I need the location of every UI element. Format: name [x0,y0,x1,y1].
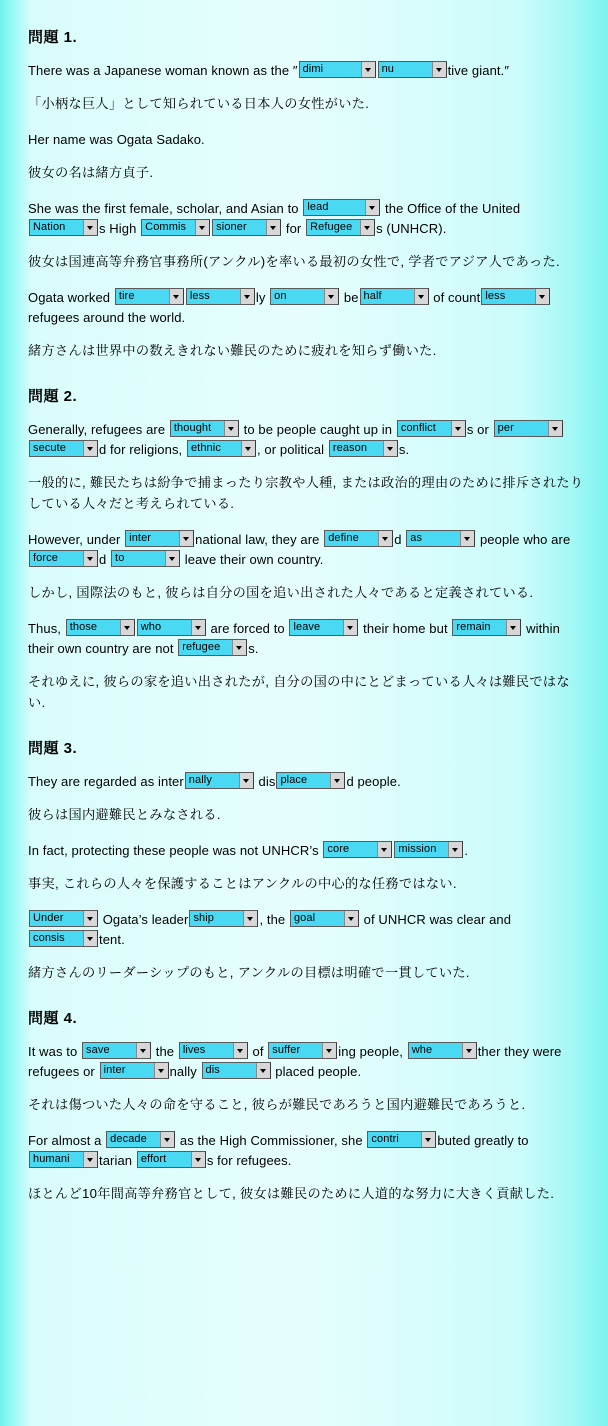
japanese-translation: 緒方さんのリーダーシップのもと, アンクルの目標は明確で一貫していた. [28,965,470,980]
answer-select[interactable] [106,1131,175,1148]
english-sentence [28,1042,584,1082]
answer-select-value: Commis [145,221,187,233]
answer-select[interactable] [306,219,375,236]
sentence-text: the [152,1044,178,1059]
english-sentence [28,288,584,328]
sentence-text: dis [254,774,276,789]
english-sentence [28,619,584,659]
answer-select-value: leave [293,621,321,633]
answer-select[interactable] [270,288,339,305]
answer-select[interactable] [187,440,256,457]
answer-select-value: conflict [400,422,436,434]
sentence-text: ly [255,290,270,305]
sentence-text: Thus, [28,621,65,636]
answer-select[interactable] [189,910,258,927]
answer-select[interactable] [115,288,184,305]
answer-select-value: who [140,621,162,633]
question-heading: 問題 2. [28,388,78,405]
sentence-text: of UNHCR was clear and [359,912,512,927]
answer-select-value: as [410,532,423,544]
answer-select-value: reason [332,442,368,454]
sentence-block [28,199,584,272]
answer-select[interactable] [100,1062,169,1079]
sentence-text: as the High Commissioner, she [176,1133,367,1148]
answer-select-value: half [363,290,382,302]
sentence-text: the Office of the United [381,201,521,216]
answer-select-value: place [280,774,308,786]
sentence-text: Ogata worked [28,290,114,305]
japanese-translation: ほとんど10年間高等弁務官として, 彼女は難民のために人道的な努力に大きく貢献した. [28,1186,555,1201]
answer-select-value: dis [205,1064,220,1076]
sentence-text: , the [259,912,289,927]
sentence-block [28,1131,584,1204]
answer-select[interactable] [29,930,98,947]
answer-select[interactable] [29,219,98,236]
answer-select-value: decade [110,1133,147,1145]
answer-select[interactable] [185,772,254,789]
sentence-text: be [340,290,359,305]
answer-select[interactable] [324,530,393,547]
sentence-text: s. [398,442,410,457]
question-heading: 問題 1. [28,29,78,46]
sentence-text: d [394,532,406,547]
sentence-text: to be people caught up in [239,422,396,437]
english-sentence [28,130,584,150]
sentence-text: d for religions, [99,442,186,457]
sentence-text: For almost a [28,1133,106,1148]
answer-select[interactable] [494,420,563,437]
answer-select[interactable] [323,841,392,858]
sentence-text: refugees around the world. [28,310,186,325]
sentence-block [28,420,584,514]
answer-select-value: consis [33,932,65,944]
answer-select[interactable] [141,219,210,236]
answer-select[interactable] [329,440,398,457]
answer-select[interactable] [406,530,475,547]
answer-select-value: less [485,290,506,302]
english-sentence [28,420,584,460]
answer-select-value: inter [129,532,152,544]
answer-select[interactable] [29,550,98,567]
answer-select-value: nally [188,774,212,786]
worksheet-content [28,0,584,1220]
answer-select-value: goal [293,912,316,924]
answer-select[interactable] [299,61,376,78]
answer-select-value: mission [398,843,437,855]
sentence-text: . [464,843,469,858]
sentence-text: tarian [99,1153,136,1168]
answer-select-value: whe [411,1044,433,1056]
answer-select[interactable] [137,1151,206,1168]
answer-select-value: sioner [216,221,247,233]
sentence-text: Generally, refugees are [28,422,169,437]
sentence-block [28,530,584,603]
sentence-text: of count [429,290,481,305]
sentence-text: buted greatly to [437,1133,529,1148]
answer-select[interactable] [137,619,206,636]
japanese-translation: 彼らは国内避難民とみなされる. [28,807,221,822]
answer-select[interactable] [186,288,255,305]
answer-select[interactable] [360,288,429,305]
sentence-text: , or political [256,442,328,457]
answer-select-value: contri [371,1133,399,1145]
answer-select[interactable] [66,619,135,636]
answer-select-value: ethnic [190,442,221,454]
answer-select[interactable] [170,420,239,437]
japanese-translation: 一般的に, 難民たちは紛争で捕まったり宗教や人種, または政治的理由のために排斥されたりしている人々だと考えられている. [28,475,584,511]
japanese-translation: 彼女の名は緒方貞子. [28,165,154,180]
sentence-text: There was a Japanese woman known as the ″ [28,63,298,78]
answer-select[interactable] [111,550,180,567]
answer-select[interactable] [268,1042,337,1059]
answer-select[interactable] [290,910,359,927]
answer-select[interactable] [212,219,281,236]
japanese-translation: しかし, 国際法のもと, 彼らは自分の国を追い出された人々であると定義されている. [28,585,534,600]
answer-select[interactable] [202,1062,271,1079]
answer-select-value: remain [456,621,491,633]
sentence-text: their home but [359,621,452,636]
japanese-translation: それゆえに, 彼らの家を追い出されたが, 自分の国の中にとどまっている人々は難民ではない. [28,674,570,710]
answer-select[interactable] [276,772,345,789]
english-sentence [28,1131,584,1171]
answer-select[interactable] [178,639,247,656]
sentence-text: for [282,221,306,236]
answer-select-value: to [115,552,125,564]
sentence-text: Her name was Ogata Sadako. [28,132,205,147]
answer-select-value: core [327,843,350,855]
japanese-translation: 事実, これらの人々を保護することはアンクルの中心的な任務ではない. [28,876,457,891]
sentence-text: In fact, protecting these people was not UNHCR’s [28,843,323,858]
answer-select-value: those [69,621,98,633]
answer-select[interactable] [179,1042,248,1059]
answer-select-value: tire [118,290,135,302]
answer-select-value: inter [103,1064,126,1076]
sentence-block [28,910,584,983]
sentence-block [28,1042,584,1115]
answer-select-value: Refugee [310,221,353,233]
sentence-text: tent. [99,932,125,947]
answer-select-value: ship [193,912,215,924]
sentence-text: national law, they are [195,532,324,547]
japanese-translation: 緒方さんは世界中の数えきれない難民のために疲れを知らず働いた. [28,343,437,358]
sentence-text: s for refugees. [206,1153,292,1168]
english-sentence [28,841,584,861]
japanese-translation: それは傷ついた人々の命を守ること, 彼らが難民であろうと国内避難民であろうと. [28,1097,526,1112]
answer-select-value: define [328,532,359,544]
answer-select-value: thought [173,422,212,434]
sentence-block [28,288,584,361]
sentence-text: nally [169,1064,201,1079]
answer-select[interactable] [397,420,466,437]
answer-select[interactable] [125,530,194,547]
sentence-text: They are regarded as inter [28,774,184,789]
sentence-text: However, under [28,532,125,547]
answer-select-value: per [497,422,514,434]
sentence-block [28,130,584,183]
sentence-text: tive giant.″ [447,63,510,78]
answer-select-value: lead [307,201,329,213]
sentence-text: are forced to [206,621,289,636]
sentence-text: ing people, [338,1044,407,1059]
sentence-text: She was the first female, scholar, and Asian to [28,201,303,216]
answer-select[interactable] [303,199,380,216]
question-heading: 問題 4. [28,1010,78,1027]
sentence-block [28,772,584,825]
sentence-block [28,61,584,114]
sentence-block [28,619,584,713]
answer-select[interactable] [367,1131,436,1148]
answer-select-value: Under [33,912,64,924]
answer-select-value: suffer [272,1044,301,1056]
sentence-text: placed people. [271,1064,362,1079]
sentence-text: d [99,552,111,567]
answer-select[interactable] [481,288,550,305]
answer-select-value: on [274,290,287,302]
sentence-text: d people. [346,774,401,789]
sentence-text: ther they were refugees or [28,1044,562,1079]
sentence-text: Ogata’s leader [99,912,189,927]
sentence-block [28,841,584,894]
japanese-translation: 彼女は国連高等弁務官事務所(アンクル)を率いる最初の女性で, 学者でアジア人であった. [28,254,560,269]
sentence-text: It was to [28,1044,82,1059]
question-heading: 問題 3. [28,740,78,757]
sentence-text: within their own country are not [28,621,560,656]
answer-select-value: save [86,1044,110,1056]
english-sentence [28,530,584,570]
answer-select-value: less [189,290,210,302]
answer-select[interactable] [408,1042,477,1059]
answer-select[interactable] [29,910,98,927]
sentence-text: people who are [476,532,571,547]
sentence-text: s High [99,221,141,236]
sentence-text: s or [466,422,493,437]
english-sentence [28,61,584,81]
answer-select-value: refugee [182,641,221,653]
answer-select-value: nu [381,63,395,75]
answer-select-value: Nation [33,221,66,233]
english-sentence [28,772,584,792]
answer-select-value: humani [33,1153,70,1165]
answer-select[interactable] [29,1151,98,1168]
answer-select[interactable] [82,1042,151,1059]
answer-select-value: force [33,552,58,564]
answer-select[interactable] [289,619,358,636]
sentence-text: s. [248,641,259,656]
japanese-translation: 「小柄な巨人」として知られている日本人の女性がいた. [28,96,370,111]
answer-select-value: dimi [302,63,324,75]
answer-select[interactable] [394,841,463,858]
english-sentence [28,199,584,239]
sentence-text: of [248,1044,268,1059]
sentence-text: s (UNHCR). [376,221,447,236]
answer-select[interactable] [378,61,447,78]
sentence-text: leave their own country. [181,552,324,567]
answer-select[interactable] [29,440,98,457]
answer-select[interactable] [452,619,521,636]
answer-select-value: secute [33,442,67,454]
english-sentence [28,910,584,950]
answer-select-value: lives [182,1044,206,1056]
answer-select-value: effort [140,1153,167,1165]
